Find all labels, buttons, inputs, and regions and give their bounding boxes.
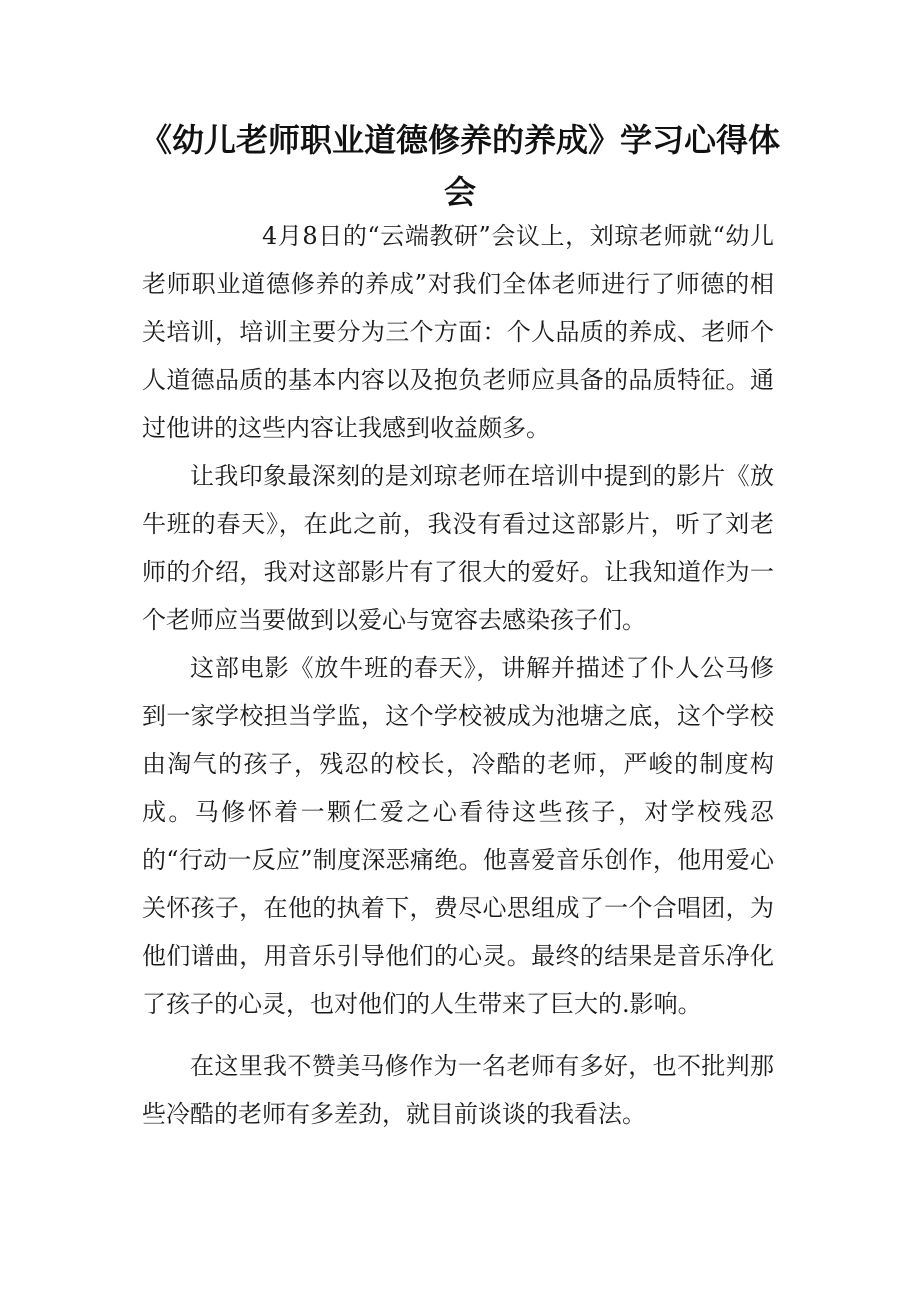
document-title: 《幼儿老师职业道德修养的养成》学习心得体会: [140, 121, 781, 211]
paragraph-4: 在这里我不赞美马修作为一名老师有多好，也不批判那些冷酷的老师有多差劲，就目前谈谈的我看法。: [142, 1052, 774, 1128]
paragraph-3: 这部电影《放牛班的春天》，讲解并描述了仆人公马修到一家学校担当学监，这个学校被成为池塘之底，这个学校由淘气的孩子，残忍的校长，冷酷的老师，严峻的制度构成。马修怀着一颗仁爱之心看待这些孩子，对学校残忍的“行动一反应”制度深恶痛绝。他喜爱音乐创作，他用爱心关怀孩子，在他的执着下，费尽心思组成了一个合唱团，为他们谱曲，用音乐引导他们的心灵。最终的结果是音乐净化了孩子的心灵，也对他们的人生带来了巨大的.影响。: [142, 654, 774, 1018]
document-body: [142, 212, 774, 1138]
paragraph-2: 让我印象最深刻的是刘琼老师在培训中提到的影片《放牛班的春天》，在此之前，我没有看过这部影片，听了刘老师的介绍，我对这部影片有了很大的爱好。让我知道作为一个老师应当要做到以爱心与宽容去感染孩子们。: [142, 462, 774, 634]
paragraph-1: 4月8日的“云端教研”会议上，刘琼老师就“幼儿老师职业道德修养的养成”对我们全体老师进行了师德的相关培训，培训主要分为三个方面：个人品质的养成、老师个人道德品质的基本内容以及抱负老师应具备的品质特征。通过他讲的这些内容让我感到收益颇多。: [142, 222, 774, 442]
